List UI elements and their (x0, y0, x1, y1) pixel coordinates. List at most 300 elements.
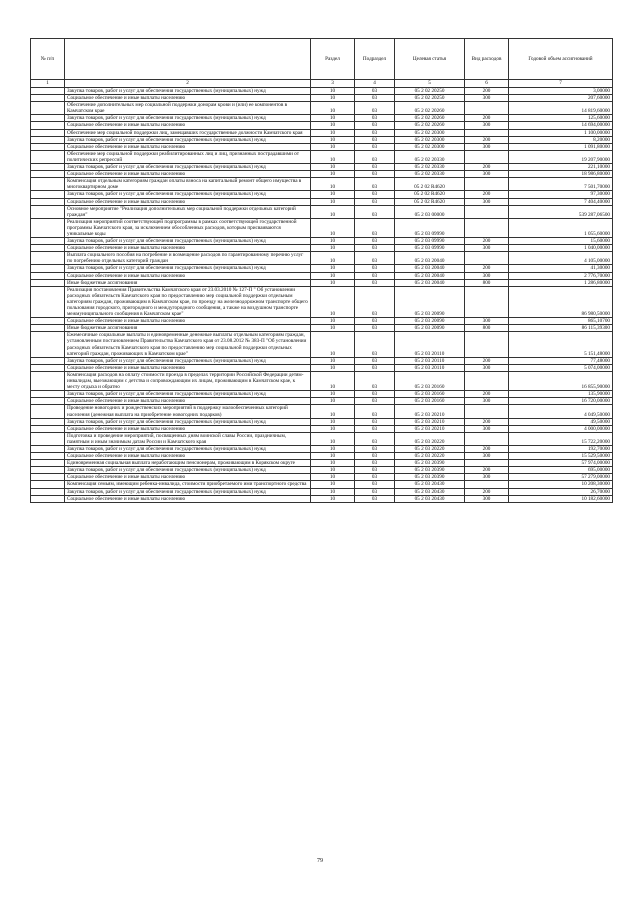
table-row (31, 265, 613, 272)
row-expense-type (465, 405, 509, 418)
table-row (31, 191, 613, 198)
table-row (31, 205, 613, 218)
row-expense-type: 200 (465, 357, 509, 364)
row-razdel: 10 (311, 143, 355, 150)
table-row (31, 136, 613, 143)
row-podrazdel: 03 (355, 115, 395, 122)
table-row (31, 129, 613, 136)
row-expense-type: 300 (465, 495, 509, 502)
row-number (31, 460, 65, 467)
row-name: Социальное обеспечение и иные выплаты населению (65, 272, 311, 279)
row-number (31, 371, 65, 390)
row-total: 49,50000 (509, 418, 613, 425)
row-target-article: 05 2 03 20040 (395, 272, 465, 279)
row-target-article: 05 2 03 20220 (395, 453, 465, 460)
row-podrazdel: 03 (355, 425, 395, 432)
row-expense-type: 200 (465, 488, 509, 495)
row-target-article: 05 2 03 20160 (395, 391, 465, 398)
row-number (31, 279, 65, 286)
row-total: 2 776,70000 (509, 272, 613, 279)
row-expense-type (465, 129, 509, 136)
row-name: Закупка товаров, работ и услуг для обеспечения государственных (муниципальных) нужд (65, 357, 311, 364)
row-total: 15 722,20000 (509, 432, 613, 445)
table-row (31, 453, 613, 460)
row-number (31, 453, 65, 460)
row-target-article: 05 2 03 20390 (395, 474, 465, 481)
row-total: 1 100,00000 (509, 129, 613, 136)
row-number (31, 418, 65, 425)
row-podrazdel: 03 (355, 171, 395, 178)
row-number (31, 481, 65, 488)
row-expense-type (465, 460, 509, 467)
row-target-article: 05 2 03 20110 (395, 364, 465, 371)
row-target-article: 05 2 03 20040 (395, 252, 465, 265)
row-expense-type (465, 150, 509, 163)
row-target-article: 05 2 02 20300 (395, 129, 465, 136)
row-expense-type (465, 205, 509, 218)
row-podrazdel: 03 (355, 88, 395, 95)
row-razdel: 10 (311, 467, 355, 474)
row-podrazdel: 03 (355, 178, 395, 191)
row-razdel: 10 (311, 238, 355, 245)
row-name: Выплата социального пособия на погребение и возмещение расходов по гарантированному перечню услуг по погребению отдельных категорий граждан (65, 252, 311, 265)
table-row (31, 252, 613, 265)
row-number (31, 272, 65, 279)
row-podrazdel: 03 (355, 318, 395, 325)
table-row (31, 445, 613, 452)
row-expense-type: 200 (465, 115, 509, 122)
row-name: Иные бюджетные ассигнования (65, 325, 311, 332)
row-target-article: 05 2 02 R4620 (395, 198, 465, 205)
page-number: 79 (317, 858, 323, 864)
row-total: 207,60000 (509, 95, 613, 102)
column-number: 6 (465, 80, 509, 88)
row-target-article: 05 2 03 20040 (395, 279, 465, 286)
row-razdel: 10 (311, 398, 355, 405)
row-name: Социальное обеспечение и иные выплаты населению (65, 245, 311, 252)
table-body (31, 88, 613, 503)
row-number (31, 129, 65, 136)
row-expense-type (465, 432, 509, 445)
row-razdel: 10 (311, 122, 355, 129)
row-podrazdel: 03 (355, 391, 395, 398)
row-razdel: 10 (311, 488, 355, 495)
row-name: Иные бюджетные ассигнования (65, 279, 311, 286)
row-number (31, 178, 65, 191)
row-podrazdel: 03 (355, 286, 395, 317)
table-row (31, 325, 613, 332)
header-number: № п/п (31, 39, 65, 80)
row-podrazdel: 03 (355, 418, 395, 425)
row-name: Закупка товаров, работ и услуг для обеспечения государственных (муниципальных) нужд (65, 418, 311, 425)
table-row (31, 286, 613, 317)
column-number: 1 (31, 80, 65, 88)
row-podrazdel: 03 (355, 238, 395, 245)
table-row (31, 88, 613, 95)
row-total: 3,00000 (509, 88, 613, 95)
row-expense-type: 200 (465, 164, 509, 171)
row-total: 7 501,70000 (509, 178, 613, 191)
row-podrazdel: 03 (355, 371, 395, 390)
row-podrazdel: 03 (355, 218, 395, 237)
row-podrazdel: 03 (355, 164, 395, 171)
row-number (31, 332, 65, 357)
row-name: Социальное обеспечение и иные выплаты населению (65, 474, 311, 481)
row-name: Закупка товаров, работ и услуг для обеспечения государственных (муниципальных) нужд (65, 467, 311, 474)
row-number (31, 102, 65, 115)
row-total: 865,10700 (509, 318, 613, 325)
row-number (31, 171, 65, 178)
row-expense-type: 300 (465, 272, 509, 279)
row-total: 86 980,50000 (509, 286, 613, 317)
row-total: 10 208,30000 (509, 481, 613, 488)
row-name: Закупка товаров, работ и услуг для обеспечения государственных (муниципальных) нужд (65, 88, 311, 95)
row-number (31, 467, 65, 474)
row-number (31, 286, 65, 317)
row-razdel: 10 (311, 191, 355, 198)
row-razdel: 10 (311, 198, 355, 205)
row-total: 15,60000 (509, 238, 613, 245)
row-podrazdel: 03 (355, 474, 395, 481)
row-number (31, 164, 65, 171)
row-name: Обеспечение дополнительных мер социальной поддержки донорам крови и (или) ее компонентов в Камчатском крае (65, 102, 311, 115)
row-razdel: 10 (311, 357, 355, 364)
row-podrazdel: 03 (355, 467, 395, 474)
row-name: Компенсация отдельным категориям граждан оплаты взноса на капитальный ремонт общего имущества в многоквартирном доме (65, 178, 311, 191)
row-name: Компенсация расходов на оплату стоимости проезда в пределах территории Российской Федерации детям-инвалидам, выезжающим с детства и сопровождающим их лицам, проживающим в Камчатском крае, к месту отдыха и обратно (65, 371, 311, 390)
row-name: Социальное обеспечение и иные выплаты населению (65, 425, 311, 432)
row-razdel: 10 (311, 332, 355, 357)
row-number (31, 325, 65, 332)
header-razdel: Раздел (311, 39, 355, 80)
table-row (31, 495, 613, 502)
row-total: 14 819,60000 (509, 102, 613, 115)
row-target-article: 05 2 03 09990 (395, 218, 465, 237)
row-name: Социальное обеспечение и иные выплаты населению (65, 95, 311, 102)
row-total: 1 091,80000 (509, 143, 613, 150)
row-total: 77,48000 (509, 357, 613, 364)
row-name: Обеспечение мер социальной поддержки лиц, замещавших государственные должности Камчатского края (65, 129, 311, 136)
row-name: Компенсация семьям, имеющим ребенка-инвалида, стоимости приобретаемого ими транспортного средства (65, 481, 311, 488)
row-number (31, 115, 65, 122)
row-expense-type: 300 (465, 122, 509, 129)
table-row (31, 474, 613, 481)
row-podrazdel: 03 (355, 265, 395, 272)
row-number (31, 218, 65, 237)
table-row (31, 432, 613, 445)
row-podrazdel: 03 (355, 460, 395, 467)
row-target-article: 05 2 02 20330 (395, 171, 465, 178)
table-row (31, 178, 613, 191)
row-expense-type: 300 (465, 425, 509, 432)
table-row (31, 102, 613, 115)
row-expense-type: 300 (465, 453, 509, 460)
row-razdel: 10 (311, 129, 355, 136)
row-razdel: 10 (311, 371, 355, 390)
row-target-article: 05 2 02 20260 (395, 102, 465, 115)
row-expense-type (465, 332, 509, 357)
row-total: 57 279,00000 (509, 474, 613, 481)
row-name: Социальное обеспечение и иные выплаты населению (65, 398, 311, 405)
table-row (31, 467, 613, 474)
row-podrazdel: 03 (355, 102, 395, 115)
row-target-article: 05 2 02 20260 (395, 115, 465, 122)
row-total: 221,10000 (509, 164, 613, 171)
row-podrazdel: 03 (355, 143, 395, 150)
table-row (31, 218, 613, 237)
row-number (31, 357, 65, 364)
row-expense-type: 300 (465, 171, 509, 178)
row-total: 135,90000 (509, 391, 613, 398)
table-row (31, 405, 613, 418)
row-total: 4 105,00000 (509, 252, 613, 265)
row-name: Закупка товаров, работ и услуг для обеспечения государственных (муниципальных) нужд (65, 488, 311, 495)
table-row (31, 391, 613, 398)
row-razdel: 10 (311, 460, 355, 467)
row-podrazdel: 03 (355, 325, 395, 332)
row-total: 1 040,00000 (509, 245, 613, 252)
row-target-article: 05 2 03 20160 (395, 398, 465, 405)
row-podrazdel: 03 (355, 364, 395, 371)
row-target-article: 05 2 03 20220 (395, 445, 465, 452)
row-target-article: 05 2 03 20210 (395, 425, 465, 432)
row-name: Социальное обеспечение и иные выплаты населению (65, 364, 311, 371)
header-target-article: Целевая статья (395, 39, 465, 80)
header-podrazdel: Подраздел (355, 39, 395, 80)
row-name: Подготовка и проведение мероприятий, посвященных дням воинской славы России, праздничным, памятным и иным значимым датам России и Камчатского края (65, 432, 311, 445)
row-total: 125,60000 (509, 115, 613, 122)
row-total: 7 404,40000 (509, 198, 613, 205)
row-podrazdel: 03 (355, 398, 395, 405)
row-number (31, 95, 65, 102)
row-total: 26,70000 (509, 488, 613, 495)
row-expense-type: 200 (465, 391, 509, 398)
row-razdel: 10 (311, 279, 355, 286)
row-target-article: 05 2 02 R4620 (395, 191, 465, 198)
row-number (31, 425, 65, 432)
column-numbering-row (31, 80, 613, 88)
row-podrazdel: 03 (355, 432, 395, 445)
header-annual-total: Годовой объем ассигнований (509, 39, 613, 80)
row-expense-type (465, 102, 509, 115)
row-number (31, 495, 65, 502)
row-podrazdel: 03 (355, 129, 395, 136)
row-total: 192,70000 (509, 445, 613, 452)
row-total: 15 529,50000 (509, 453, 613, 460)
row-razdel: 10 (311, 115, 355, 122)
row-expense-type: 800 (465, 279, 509, 286)
row-total: 16 855,90000 (509, 371, 613, 390)
row-target-article: 05 2 02 20260 (395, 122, 465, 129)
row-target-article: 05 2 02 20300 (395, 136, 465, 143)
row-podrazdel: 03 (355, 279, 395, 286)
row-name: Социальное обеспечение и иные выплаты населению (65, 122, 311, 129)
row-expense-type: 200 (465, 265, 509, 272)
row-number (31, 205, 65, 218)
row-expense-type: 300 (465, 198, 509, 205)
row-podrazdel: 03 (355, 122, 395, 129)
row-razdel: 10 (311, 318, 355, 325)
row-razdel: 10 (311, 405, 355, 418)
row-podrazdel: 03 (355, 150, 395, 163)
row-podrazdel: 03 (355, 495, 395, 502)
row-total: 16 720,00000 (509, 398, 613, 405)
row-name: Социальное обеспечение и иные выплаты населению (65, 198, 311, 205)
row-target-article: 05 2 03 20210 (395, 418, 465, 425)
row-total: 5 074,00000 (509, 364, 613, 371)
row-number (31, 474, 65, 481)
row-number (31, 488, 65, 495)
row-name: Закупка товаров, работ и услуг для обеспечения государственных (муниципальных) нужд (65, 164, 311, 171)
table-row (31, 318, 613, 325)
row-total: 695,00000 (509, 467, 613, 474)
row-podrazdel: 03 (355, 136, 395, 143)
row-expense-type: 300 (465, 398, 509, 405)
row-name: Социальное обеспечение и иные выплаты населению (65, 171, 311, 178)
row-razdel: 10 (311, 150, 355, 163)
column-number: 3 (311, 80, 355, 88)
table-header-row (31, 39, 613, 80)
row-razdel: 10 (311, 481, 355, 488)
row-razdel: 10 (311, 272, 355, 279)
row-name: Закупка товаров, работ и услуг для обеспечения государственных (муниципальных) нужд (65, 391, 311, 398)
table-row (31, 460, 613, 467)
row-target-article: 05 2 02 20330 (395, 150, 465, 163)
row-target-article: 05 2 03 09990 (395, 238, 465, 245)
row-razdel: 10 (311, 495, 355, 502)
table-row (31, 95, 613, 102)
table-row (31, 272, 613, 279)
row-expense-type (465, 286, 509, 317)
row-razdel: 10 (311, 418, 355, 425)
row-podrazdel: 03 (355, 252, 395, 265)
table-row (31, 418, 613, 425)
header-name (65, 39, 311, 80)
row-total: 57 974,00000 (509, 460, 613, 467)
row-razdel: 10 (311, 218, 355, 237)
row-podrazdel: 03 (355, 332, 395, 357)
row-number (31, 238, 65, 245)
row-target-article: 05 2 03 20090 (395, 318, 465, 325)
row-number (31, 391, 65, 398)
row-total: 97,30000 (509, 191, 613, 198)
row-number (31, 364, 65, 371)
table-row (31, 245, 613, 252)
row-number (31, 136, 65, 143)
row-razdel: 10 (311, 245, 355, 252)
row-expense-type (465, 481, 509, 488)
row-number (31, 265, 65, 272)
table-row (31, 364, 613, 371)
column-number: 5 (395, 80, 465, 88)
row-podrazdel: 03 (355, 453, 395, 460)
row-target-article: 05 2 03 20040 (395, 265, 465, 272)
row-target-article: 05 2 02 20250 (395, 95, 465, 102)
row-expense-type: 200 (465, 418, 509, 425)
row-expense-type: 300 (465, 474, 509, 481)
table-row (31, 279, 613, 286)
budget-table (30, 38, 613, 503)
row-number (31, 252, 65, 265)
row-expense-type (465, 371, 509, 390)
row-number (31, 318, 65, 325)
row-total: 8,20000 (509, 136, 613, 143)
table-row (31, 425, 613, 432)
row-total: 19 207,90000 (509, 150, 613, 163)
row-name: Реализация постановления Правительства Камчатского края от 23.03.2010 № 127-П " Об установлении расходных обязательств Камчатского края по предоставлению мер социальной поддержки отдельным категориям граждан, проживающим в Камчатском крае, по проезду на железнодорожном транспорте общего пользования городского, пригородного и междугородного сообщения, а также на воздушном транспорте межмуниципального сообщения в Камчатском крае" (65, 286, 311, 317)
row-podrazdel: 03 (355, 488, 395, 495)
row-total: 539 287,06500 (509, 205, 613, 218)
row-razdel: 10 (311, 453, 355, 460)
row-total: 41,30000 (509, 265, 613, 272)
row-total: 86 115,39300 (509, 325, 613, 332)
row-number (31, 432, 65, 445)
row-expense-type: 300 (465, 95, 509, 102)
row-razdel: 10 (311, 95, 355, 102)
row-name: Проведение новогодних и рождественских мероприятий в поддержку малообеспеченных категорий населения (денежная выплата на приобретение новогодних подарков) (65, 405, 311, 418)
row-target-article: 05 2 02 20250 (395, 88, 465, 95)
row-name: Закупка товаров, работ и услуг для обеспечения государственных (муниципальных) нужд (65, 191, 311, 198)
row-target-article: 05 2 03 20210 (395, 405, 465, 418)
table-row (31, 164, 613, 171)
row-razdel: 10 (311, 425, 355, 432)
column-number: 7 (509, 80, 613, 88)
row-expense-type (465, 252, 509, 265)
row-target-article: 05 2 02 20330 (395, 164, 465, 171)
row-number (31, 398, 65, 405)
row-number (31, 88, 65, 95)
row-target-article: 05 2 03 20090 (395, 325, 465, 332)
row-number (31, 445, 65, 452)
row-target-article: 05 2 03 00000 (395, 205, 465, 218)
row-razdel: 10 (311, 474, 355, 481)
row-razdel: 10 (311, 364, 355, 371)
row-razdel: 10 (311, 178, 355, 191)
row-razdel: 10 (311, 136, 355, 143)
row-razdel: 10 (311, 205, 355, 218)
row-number (31, 150, 65, 163)
row-podrazdel: 03 (355, 405, 395, 418)
row-expense-type: 200 (465, 136, 509, 143)
row-razdel: 10 (311, 325, 355, 332)
row-total: 5 151,48000 (509, 332, 613, 357)
table-row (31, 398, 613, 405)
table-row (31, 332, 613, 357)
column-number: 2 (65, 80, 311, 88)
row-name: Закупка товаров, работ и услуг для обеспечения государственных (муниципальных) нужд (65, 265, 311, 272)
table-row (31, 122, 613, 129)
row-podrazdel: 03 (355, 481, 395, 488)
row-razdel: 10 (311, 171, 355, 178)
row-expense-type: 200 (465, 191, 509, 198)
table-row (31, 357, 613, 364)
table-row (31, 238, 613, 245)
row-number (31, 122, 65, 129)
row-target-article: 05 2 02 R4620 (395, 178, 465, 191)
row-name: Ежемесячные социальные выплаты и единовременные денежные выплаты отдельным категориям граждан, установленным постановлением Правительства Камчатского края от 23.08.2012 № 383-П "Об установлении расходных обязательств Камчатского края по предоставлению мер социальной поддержки отдельных категорий граждан, проживающих в Камчатском крае" (65, 332, 311, 357)
row-razdel: 10 (311, 252, 355, 265)
row-expense-type: 300 (465, 364, 509, 371)
row-expense-type: 300 (465, 143, 509, 150)
row-podrazdel: 03 (355, 245, 395, 252)
row-name: Закупка товаров, работ и услуг для обеспечения государственных (муниципальных) нужд (65, 115, 311, 122)
budget-table-sheet (30, 38, 612, 503)
row-number (31, 245, 65, 252)
row-name: Реализация мероприятий соответствующей подпрограммы в рамках соответствующей государственной программы Камчатского края, за исключением обособленных расходов, которым присваиваются уникальные коды (65, 218, 311, 237)
row-target-article: 05 2 03 20220 (395, 432, 465, 445)
row-podrazdel: 03 (355, 95, 395, 102)
row-podrazdel: 03 (355, 198, 395, 205)
